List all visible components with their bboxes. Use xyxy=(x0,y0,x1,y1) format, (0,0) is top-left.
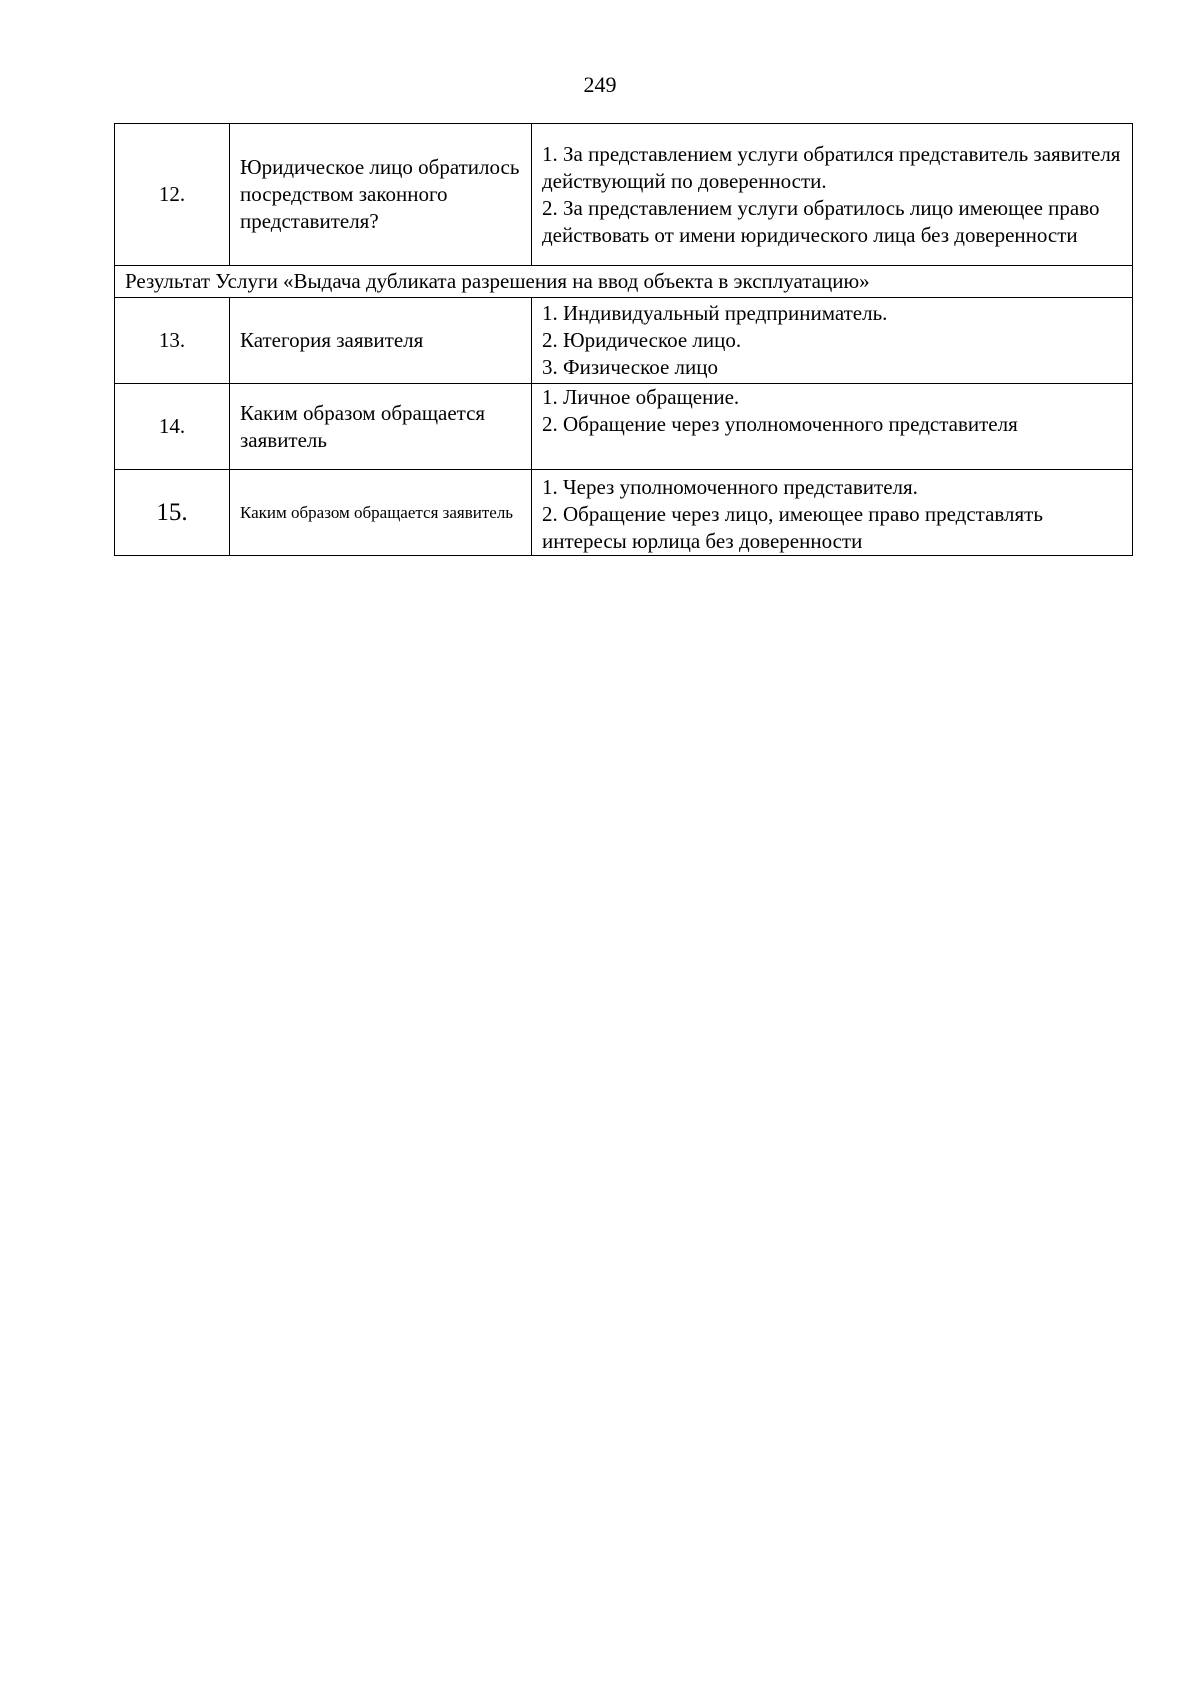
question-cell: Каким образом обращается заявитель xyxy=(230,470,532,556)
table-row xyxy=(115,124,1133,266)
answer-cell xyxy=(532,298,1133,384)
row-number: 12. xyxy=(115,124,230,266)
criteria-table xyxy=(114,123,1133,556)
answer-cell xyxy=(532,384,1133,470)
answer-option: 2. За представлением услуги обратилось лицо имеющее право действовать от имени юридического лица без доверенности xyxy=(542,195,1100,247)
answer-option: 2. Юридическое лицо. xyxy=(542,328,742,352)
section-row xyxy=(115,266,1133,298)
answer-option: 1. Через уполномоченного представителя. xyxy=(542,475,918,499)
table-row xyxy=(115,470,1133,556)
question-cell: Категория заявителя xyxy=(230,298,532,384)
answer-cell xyxy=(532,470,1133,556)
answer-option: 1. За представлением услуги обратился представитель заявителя действующий по доверенности. xyxy=(542,141,1121,193)
answer-option: 3. Физическое лицо xyxy=(542,355,719,379)
row-number: 13. xyxy=(115,298,230,384)
answer-option: 2. Обращение через уполномоченного представителя xyxy=(542,412,1018,436)
page-number: 249 xyxy=(583,72,617,97)
table-row xyxy=(115,298,1133,384)
table-row xyxy=(115,384,1133,470)
row-number: 15. xyxy=(115,470,230,556)
row-number: 14. xyxy=(115,384,230,470)
question-cell: Каким образом обращается заявитель xyxy=(230,384,532,470)
answer-option: 1. Индивидуальный предприниматель. xyxy=(542,301,888,325)
answer-option: 1. Личное обращение. xyxy=(542,385,740,409)
question-cell: Юридическое лицо обратилось посредством законного представителя? xyxy=(230,124,532,266)
answer-cell xyxy=(532,124,1133,266)
section-title: Результат Услуги «Выдача дубликата разрешения на ввод объекта в эксплуатацию» xyxy=(115,266,1133,298)
answer-option: 2. Обращение через лицо, имеющее право представлять интересы юрлица без доверенности xyxy=(542,502,1043,553)
